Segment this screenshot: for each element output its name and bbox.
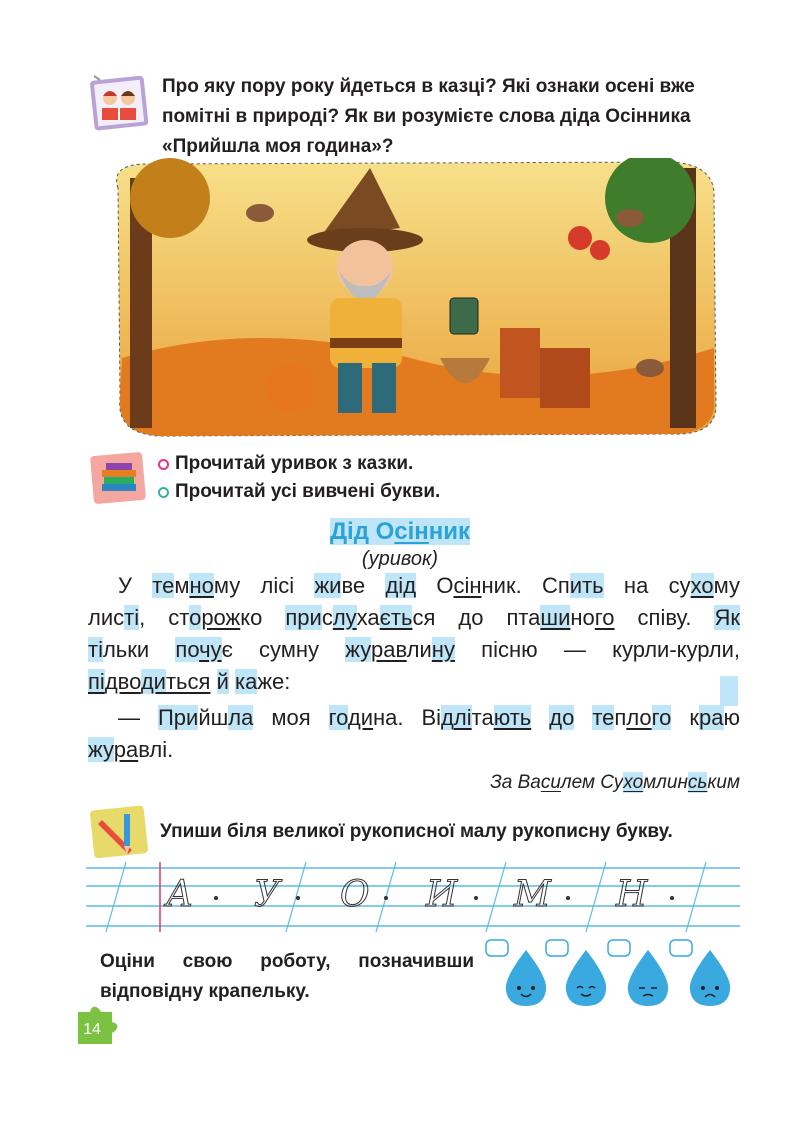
task-1 — [158, 453, 413, 475]
drop-content-icon — [546, 940, 606, 1006]
children-reading-icon — [88, 72, 152, 132]
story-line-1: У темному лісі живе дід Осінник. Спить на сухому — [118, 573, 740, 598]
story-subtitle: (уривок) — [361, 548, 439, 570]
cursive-letter: М — [514, 874, 551, 915]
evaluation-text: Оціни свою роботу, позначивши відповідну крапельку. — [100, 951, 474, 1002]
forest-gnome-illustration — [110, 158, 720, 440]
story-author: За Василем Сухомлинським — [490, 772, 740, 793]
self-assessment-drops — [484, 938, 744, 1008]
question-text: Про яку пору року йдеться в казці? Які ознаки осені вже помітні в природі? Як ви розумієте слова діда Осінника «Прийшла моя година»? — [162, 76, 695, 157]
task-text: Прочитай усі вивчені букви. — [175, 481, 441, 502]
drop-neutral-icon — [608, 940, 668, 1006]
drop-sad-icon — [670, 940, 730, 1006]
cursive-letter: Н — [616, 874, 648, 915]
page-number: 14 — [83, 1021, 101, 1038]
cursive-letter: О — [340, 874, 370, 915]
task-2 — [158, 481, 440, 503]
page-number-badge — [70, 1004, 120, 1048]
drop-happy-icon — [486, 940, 546, 1006]
handwriting-lines — [86, 862, 740, 932]
cursive-letter: А — [166, 874, 194, 915]
cursive-letter: У — [254, 874, 281, 915]
story-line-2: листі, сторожко прислухається до пташиного співу. Як — [88, 605, 740, 630]
pencils-icon — [88, 800, 152, 860]
story-title: Дід Осінник — [329, 518, 471, 545]
story-line-3: тільки почує сумну журавлину пісню — курли-курли, — [88, 637, 740, 662]
story-line-5: — Прийшла моя година. Відлітають до теплого краю — [118, 705, 741, 730]
write-instruction: Упиши біля великої рукописної малу рукописну букву. — [160, 821, 673, 842]
task-text: Прочитай уривок з казки. — [175, 453, 414, 474]
task-bullet-icon — [158, 487, 169, 498]
cursive-letter: И — [426, 874, 458, 915]
story-line-4: підводиться й каже: — [88, 669, 291, 694]
story-line-6: журавлі. — [88, 737, 174, 762]
task-bullet-icon — [158, 459, 169, 470]
books-icon — [88, 446, 150, 506]
